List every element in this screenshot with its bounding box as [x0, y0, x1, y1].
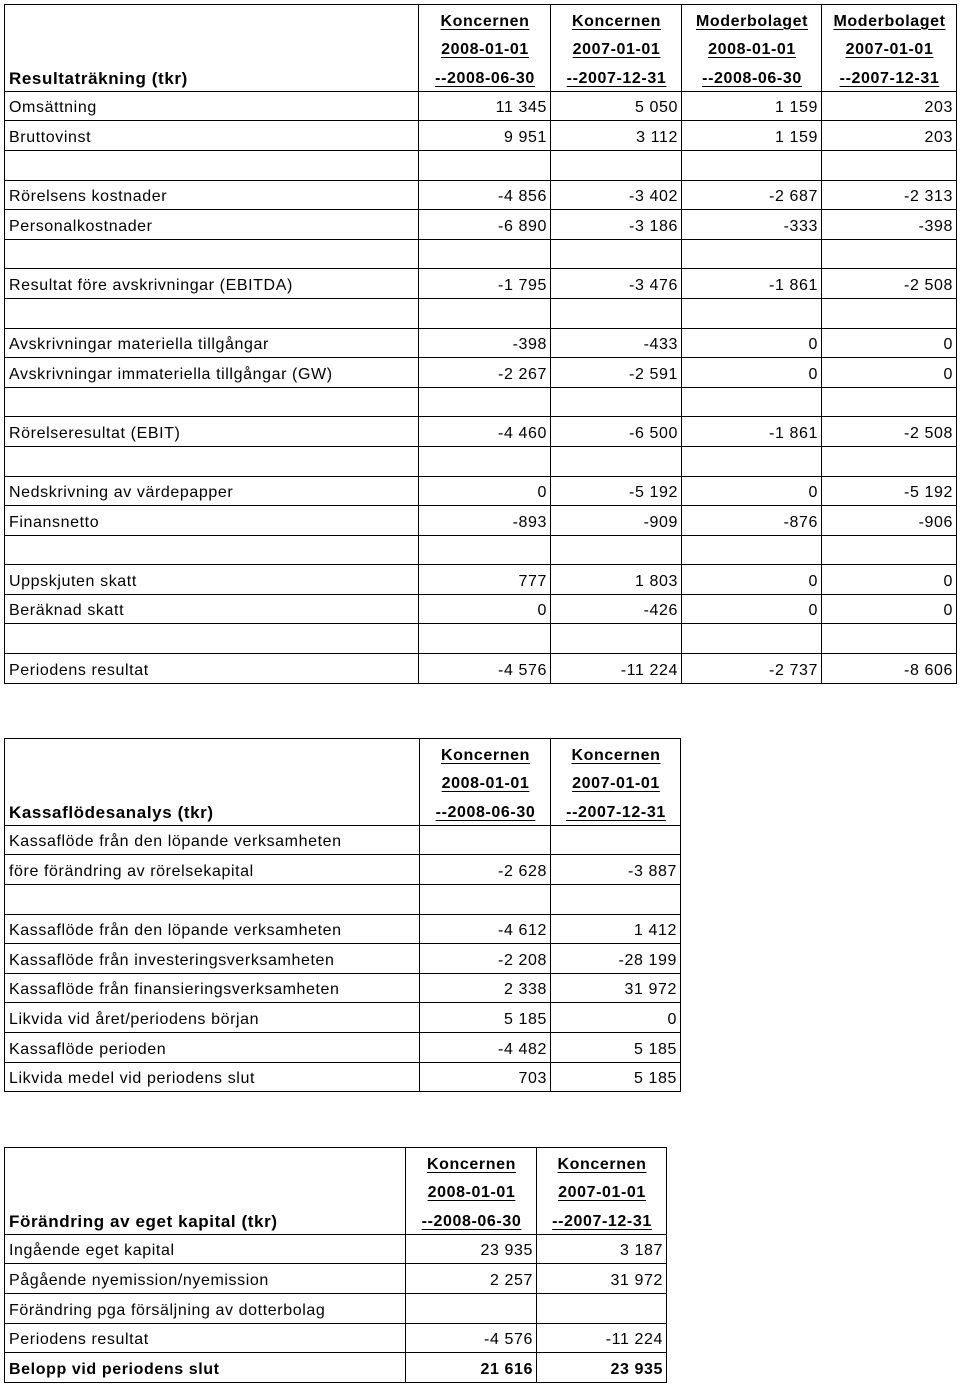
row-label	[5, 239, 419, 269]
value-cell: 0	[682, 358, 822, 388]
row-label	[5, 624, 419, 654]
table-row	[5, 1323, 667, 1353]
value-cell: -4 576	[406, 1323, 537, 1353]
table-row	[5, 624, 957, 654]
table-row	[5, 654, 957, 684]
value-cell: -433	[551, 328, 682, 358]
row-label: Finansnetto	[5, 506, 419, 536]
value-cell: 5 050	[551, 91, 682, 121]
value-cell	[537, 1293, 667, 1323]
value-cell: -11 224	[551, 654, 682, 684]
row-label: Belopp vid periodens slut	[5, 1353, 406, 1383]
table-row	[5, 1293, 667, 1323]
row-label: Avskrivningar immateriella tillgångar (GW)	[5, 358, 419, 388]
col-header-period-start: 2007-01-01	[551, 34, 682, 63]
col-header-entity: Moderbolaget	[822, 5, 957, 34]
value-cell	[420, 825, 551, 855]
header-blank	[5, 1177, 406, 1206]
value-cell	[551, 298, 682, 328]
value-cell	[406, 1293, 537, 1323]
table-row	[5, 594, 957, 624]
value-cell: -4 482	[420, 1032, 551, 1062]
value-cell: 0	[822, 358, 957, 388]
col-header-entity: Koncernen	[551, 739, 681, 768]
value-cell	[682, 239, 822, 269]
table-row	[5, 180, 957, 210]
value-cell	[419, 150, 551, 180]
table-row	[5, 150, 957, 180]
row-label: Likvida vid året/periodens början	[5, 1003, 420, 1033]
row-label: Beräknad skatt	[5, 594, 419, 624]
value-cell: -3 186	[551, 210, 682, 240]
table-row	[5, 121, 957, 151]
table-row	[5, 1234, 667, 1264]
col-header-entity: Koncernen	[551, 5, 682, 34]
value-cell: -398	[822, 210, 957, 240]
row-label: Resultat före avskrivningar (EBITDA)	[5, 269, 419, 299]
value-cell: -4 576	[419, 654, 551, 684]
value-cell: -4 460	[419, 417, 551, 447]
table-row	[5, 1062, 681, 1092]
value-cell	[420, 884, 551, 914]
row-label: Bruttovinst	[5, 121, 419, 151]
value-cell	[419, 446, 551, 476]
header-blank	[5, 768, 420, 797]
value-cell	[551, 884, 681, 914]
row-label: Nedskrivning av värdepapper	[5, 476, 419, 506]
header-blank	[5, 34, 419, 63]
cashflow-table	[4, 738, 681, 1092]
table-row	[5, 298, 957, 328]
value-cell: -2 508	[822, 417, 957, 447]
value-cell: -5 192	[822, 476, 957, 506]
table-row	[5, 1264, 667, 1294]
row-label: Kassaflöde från investeringsverksamheten	[5, 944, 420, 974]
value-cell: 5 185	[551, 1062, 681, 1092]
table-row	[5, 973, 681, 1003]
value-cell: 9 951	[419, 121, 551, 151]
value-cell	[822, 387, 957, 417]
value-cell	[822, 446, 957, 476]
col-header-period-start: 2008-01-01	[419, 34, 551, 63]
value-cell: 3 112	[551, 121, 682, 151]
value-cell	[822, 239, 957, 269]
value-cell: -2 737	[682, 654, 822, 684]
col-header-entity: Koncernen	[537, 1148, 667, 1177]
row-label: Kassaflöde från den löpande verksamheten	[5, 914, 420, 944]
table-row	[5, 387, 957, 417]
col-header-period-end: --2008-06-30	[420, 796, 551, 825]
value-cell: 0	[419, 594, 551, 624]
value-cell: 5 185	[551, 1032, 681, 1062]
col-header-entity: Koncernen	[420, 739, 551, 768]
value-cell	[551, 624, 682, 654]
value-cell	[682, 535, 822, 565]
row-label: Kassaflöde från finansieringsverksamheten	[5, 973, 420, 1003]
value-cell: -909	[551, 506, 682, 536]
value-cell: 203	[822, 91, 957, 121]
col-header-period-end: --2008-06-30	[419, 62, 551, 91]
value-cell	[682, 298, 822, 328]
value-cell: -1 861	[682, 269, 822, 299]
value-cell: 3 187	[537, 1234, 667, 1264]
value-cell: -6 500	[551, 417, 682, 447]
value-cell: -5 192	[551, 476, 682, 506]
value-cell	[822, 150, 957, 180]
value-cell	[551, 446, 682, 476]
value-cell: -2 591	[551, 358, 682, 388]
table-row	[5, 417, 957, 447]
value-cell: -28 199	[551, 944, 681, 974]
col-header-period-start: 2008-01-01	[420, 768, 551, 797]
value-cell	[551, 387, 682, 417]
value-cell: -1 795	[419, 269, 551, 299]
row-label: Periodens resultat	[5, 654, 419, 684]
value-cell: 2 338	[420, 973, 551, 1003]
value-cell: -4 856	[419, 180, 551, 210]
row-label	[5, 884, 420, 914]
value-cell: 31 972	[537, 1264, 667, 1294]
value-cell: 0	[682, 476, 822, 506]
table-row	[5, 914, 681, 944]
col-header-period-end: --2007-12-31	[537, 1205, 667, 1234]
table-row	[5, 884, 681, 914]
value-cell	[419, 535, 551, 565]
value-cell: 23 935	[537, 1353, 667, 1383]
value-cell: -2 267	[419, 358, 551, 388]
value-cell: 0	[419, 476, 551, 506]
value-cell	[419, 239, 551, 269]
row-label: Rörelsens kostnader	[5, 180, 419, 210]
row-label: Kassaflöde perioden	[5, 1032, 420, 1062]
table-row	[5, 1003, 681, 1033]
value-cell: 0	[822, 328, 957, 358]
value-cell: -1 861	[682, 417, 822, 447]
row-label: Likvida medel vid periodens slut	[5, 1062, 420, 1092]
row-label: Personalkostnader	[5, 210, 419, 240]
row-label: Pågående nyemission/nyemission	[5, 1264, 406, 1294]
income-rows	[5, 91, 957, 683]
value-cell: 0	[551, 1003, 681, 1033]
value-cell: 0	[682, 328, 822, 358]
col-header-period-start: 2007-01-01	[551, 768, 681, 797]
value-cell: 23 935	[406, 1234, 537, 1264]
row-label: Ingående eget kapital	[5, 1234, 406, 1264]
table-row	[5, 328, 957, 358]
col-header-entity: Koncernen	[419, 5, 551, 34]
value-cell: 1 159	[682, 91, 822, 121]
row-label: Rörelseresultat (EBIT)	[5, 417, 419, 447]
row-label	[5, 387, 419, 417]
value-cell	[419, 387, 551, 417]
value-cell: 2 257	[406, 1264, 537, 1294]
value-cell: 203	[822, 121, 957, 151]
value-cell: -893	[419, 506, 551, 536]
value-cell: -426	[551, 594, 682, 624]
equity-rows	[5, 1234, 667, 1382]
col-header-period-start: 2007-01-01	[822, 34, 957, 63]
table-row	[5, 1353, 667, 1383]
row-label: före förändring av rörelsekapital	[5, 855, 420, 885]
value-cell: 777	[419, 565, 551, 595]
col-header-period-end: --2007-12-31	[551, 62, 682, 91]
row-label: Avskrivningar materiella tillgångar	[5, 328, 419, 358]
table-row	[5, 1032, 681, 1062]
value-cell: 31 972	[551, 973, 681, 1003]
cashflow-rows	[5, 825, 681, 1091]
equity-table	[4, 1147, 667, 1383]
table-row	[5, 476, 957, 506]
table-row	[5, 825, 681, 855]
value-cell: -3 887	[551, 855, 681, 885]
row-label: Förändring pga försäljning av dotterbolag	[5, 1293, 406, 1323]
col-header-period-start: 2008-01-01	[682, 34, 822, 63]
table-row	[5, 535, 957, 565]
row-label: Omsättning	[5, 91, 419, 121]
table-row	[5, 565, 957, 595]
row-label	[5, 446, 419, 476]
value-cell	[551, 825, 681, 855]
value-cell: 5 185	[420, 1003, 551, 1033]
table-title: Förändring av eget kapital (tkr)	[5, 1205, 406, 1234]
value-cell	[822, 298, 957, 328]
table-row	[5, 506, 957, 536]
col-header-period-start: 2008-01-01	[406, 1177, 537, 1206]
row-label: Kassaflöde från den löpande verksamheten	[5, 825, 420, 855]
value-cell	[551, 150, 682, 180]
value-cell: 0	[682, 565, 822, 595]
col-header-entity: Moderbolaget	[682, 5, 822, 34]
table-row	[5, 358, 957, 388]
value-cell	[822, 624, 957, 654]
value-cell	[551, 239, 682, 269]
row-label	[5, 298, 419, 328]
value-cell	[682, 446, 822, 476]
table-row	[5, 210, 957, 240]
col-header-period-end: --2007-12-31	[822, 62, 957, 91]
table-row	[5, 446, 957, 476]
value-cell	[419, 298, 551, 328]
value-cell: -3 476	[551, 269, 682, 299]
col-header-period-start: 2007-01-01	[537, 1177, 667, 1206]
row-label: Periodens resultat	[5, 1323, 406, 1353]
value-cell: 1 412	[551, 914, 681, 944]
value-cell: 703	[420, 1062, 551, 1092]
table-row	[5, 91, 957, 121]
value-cell: -906	[822, 506, 957, 536]
value-cell: -2 628	[420, 855, 551, 885]
table-title: Kassaflödesanalys (tkr)	[5, 796, 420, 825]
value-cell: 0	[822, 565, 957, 595]
value-cell: -876	[682, 506, 822, 536]
value-cell: 21 616	[406, 1353, 537, 1383]
value-cell: -6 890	[419, 210, 551, 240]
header-blank	[5, 739, 420, 768]
value-cell: -2 313	[822, 180, 957, 210]
value-cell: -2 687	[682, 180, 822, 210]
value-cell: 11 345	[419, 91, 551, 121]
value-cell: 0	[822, 594, 957, 624]
table-row	[5, 944, 681, 974]
income-statement-table	[4, 4, 957, 684]
value-cell	[551, 535, 682, 565]
table-row	[5, 855, 681, 885]
row-label: Uppskjuten skatt	[5, 565, 419, 595]
value-cell	[419, 624, 551, 654]
row-label	[5, 150, 419, 180]
value-cell: -333	[682, 210, 822, 240]
table-row	[5, 269, 957, 299]
header-blank	[5, 1148, 406, 1177]
col-header-period-end: --2008-06-30	[406, 1205, 537, 1234]
col-header-entity: Koncernen	[406, 1148, 537, 1177]
value-cell: -4 612	[420, 914, 551, 944]
value-cell: 1 803	[551, 565, 682, 595]
table-title: Resultaträkning (tkr)	[5, 62, 419, 91]
value-cell: -2 208	[420, 944, 551, 974]
col-header-period-end: --2008-06-30	[682, 62, 822, 91]
row-label	[5, 535, 419, 565]
value-cell: 0	[682, 594, 822, 624]
value-cell	[682, 624, 822, 654]
value-cell: 1 159	[682, 121, 822, 151]
table-row	[5, 239, 957, 269]
col-header-period-end: --2007-12-31	[551, 796, 681, 825]
value-cell: -398	[419, 328, 551, 358]
value-cell: -3 402	[551, 180, 682, 210]
value-cell	[682, 150, 822, 180]
value-cell: -2 508	[822, 269, 957, 299]
header-blank	[5, 5, 419, 34]
value-cell: -11 224	[537, 1323, 667, 1353]
value-cell: -8 606	[822, 654, 957, 684]
value-cell	[682, 387, 822, 417]
value-cell	[822, 535, 957, 565]
